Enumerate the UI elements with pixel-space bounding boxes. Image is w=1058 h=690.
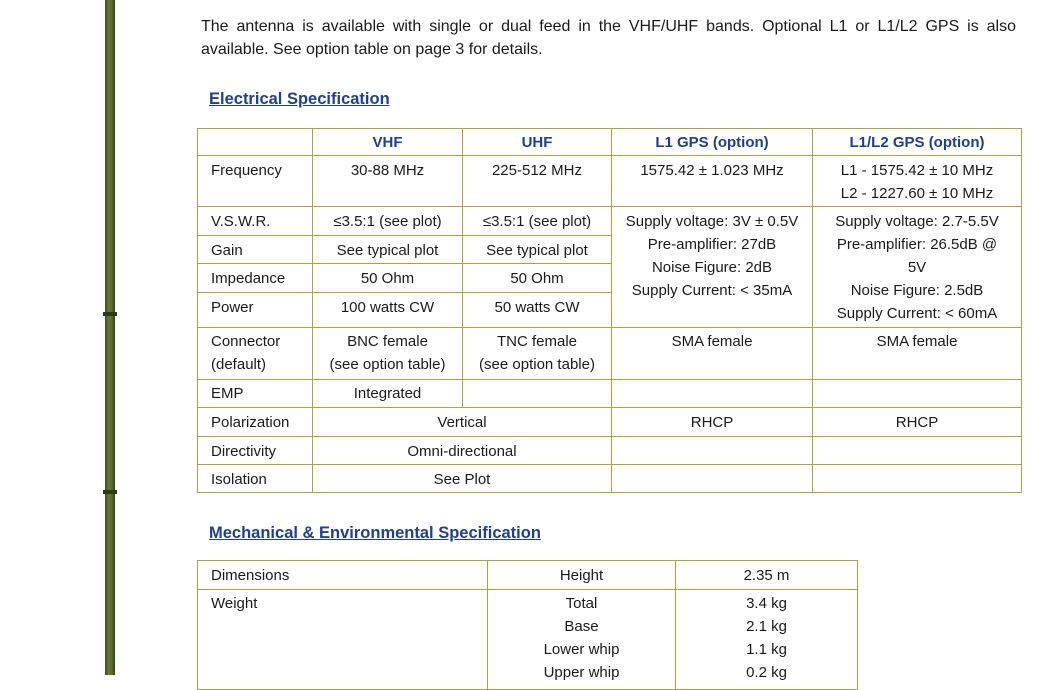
- frequency-uhf: 225-512 MHz: [463, 156, 612, 207]
- isolation-l1: [612, 465, 813, 493]
- header-uhf: UHF: [463, 129, 612, 156]
- connector-vhf-line: BNC female: [347, 333, 428, 350]
- mechanical-spec-title: Mechanical & Environmental Specification: [209, 524, 541, 542]
- l1l2-spec-line: Supply Current: < 60mA: [836, 305, 998, 322]
- frequency-l1l2: [813, 156, 1022, 207]
- polarization-label: Polarization: [198, 408, 313, 437]
- weight-value: 3.4 kg: [746, 595, 787, 612]
- emp-row: [198, 380, 1022, 408]
- header-l1-gps: L1 GPS (option): [612, 129, 813, 156]
- electrical-spec-table: [197, 128, 1022, 493]
- weight-param: Total: [565, 595, 598, 612]
- connector-vhf: [313, 328, 463, 380]
- directivity-l1l2: [813, 437, 1022, 465]
- l1-spec-line: Noise Figure: 2dB: [651, 259, 773, 276]
- vswr-label: V.S.W.R.: [198, 207, 313, 236]
- polarization-row: [198, 408, 1022, 437]
- connector-label-line: Connector: [211, 333, 281, 350]
- directivity-l1: [612, 437, 813, 465]
- isolation-label: Isolation: [198, 465, 313, 493]
- l1-gps-specs: [612, 207, 813, 328]
- emp-l1: [612, 380, 813, 408]
- header-l1l2-gps: L1/L2 GPS (option): [813, 129, 1022, 156]
- polarization-l1l2: RHCP: [813, 408, 1022, 437]
- antenna-joint: [103, 490, 117, 494]
- connector-l1: SMA female: [612, 328, 813, 380]
- antenna-joint: [103, 312, 117, 316]
- connector-row: [198, 328, 1022, 380]
- isolation-row: [198, 465, 1022, 493]
- impedance-label: Impedance: [198, 264, 313, 293]
- frequency-l1: 1575.42 ± 1.023 MHz: [612, 156, 813, 207]
- power-vhf: 100 watts CW: [313, 293, 463, 328]
- gain-label: Gain: [198, 236, 313, 264]
- directivity-label: Directivity: [198, 437, 313, 465]
- dimensions-param: Height: [488, 561, 676, 590]
- mechanical-spec-table: [197, 560, 858, 690]
- frequency-row: [198, 156, 1022, 207]
- weight-param: Lower whip: [543, 641, 620, 658]
- dimensions-value: 2.35 m: [676, 561, 858, 590]
- connector-label-line: (default): [211, 356, 267, 373]
- weight-value: 0.2 kg: [746, 664, 787, 681]
- table-header-row: [198, 129, 1022, 156]
- weight-param: Upper whip: [543, 664, 620, 681]
- isolation-l1l2: [813, 465, 1022, 493]
- weight-value: 2.1 kg: [746, 618, 787, 635]
- weight-value: 1.1 kg: [746, 641, 787, 658]
- gain-uhf: See typical plot: [463, 236, 612, 264]
- header-cell-empty: [198, 129, 313, 156]
- connector-uhf-line: TNC female: [496, 333, 578, 350]
- weight-label: Weight: [198, 590, 488, 690]
- connector-uhf: [463, 328, 612, 380]
- polarization-vhf-uhf: Vertical: [313, 408, 612, 437]
- connector-label: [198, 328, 313, 380]
- connector-uhf-line: (see option table): [479, 356, 595, 373]
- polarization-l1: RHCP: [612, 408, 813, 437]
- frequency-l1l2-line: L2 - 1227.60 ± 10 MHz: [840, 185, 994, 202]
- emp-l1l2: [813, 380, 1022, 408]
- l1l2-gps-specs: [813, 207, 1022, 328]
- emp-uhf: [463, 380, 612, 408]
- electrical-spec-title: Electrical Specification: [209, 90, 390, 108]
- vswr-vhf: ≤3.5:1 (see plot): [313, 207, 463, 236]
- antenna-photo: [105, 0, 115, 675]
- l1-spec-line: Supply Current: < 35mA: [631, 282, 793, 299]
- connector-l1l2: SMA female: [813, 328, 1022, 380]
- emp-label: EMP: [198, 380, 313, 408]
- frequency-l1l2-line: L1 - 1575.42 ± 10 MHz: [840, 162, 994, 179]
- vswr-row: [198, 207, 1022, 236]
- l1l2-spec-line: Supply voltage: 2.7-5.5V: [835, 213, 999, 230]
- dimensions-row: [198, 561, 858, 590]
- impedance-vhf: 50 Ohm: [313, 264, 463, 293]
- l1l2-spec-line: Pre-amplifier: 26.5dB @: [836, 236, 998, 253]
- impedance-uhf: 50 Ohm: [463, 264, 612, 293]
- l1l2-spec-line: Noise Figure: 2.5dB: [850, 282, 984, 299]
- header-vhf: VHF: [313, 129, 463, 156]
- weight-param: Base: [564, 618, 599, 635]
- power-uhf: 50 watts CW: [463, 293, 612, 328]
- dimensions-label: Dimensions: [198, 561, 488, 590]
- l1-spec-line: Supply voltage: 3V ± 0.5V: [625, 213, 799, 230]
- vswr-uhf: ≤3.5:1 (see plot): [463, 207, 612, 236]
- emp-vhf: Integrated: [313, 380, 463, 408]
- frequency-label: Frequency: [198, 156, 313, 207]
- l1l2-spec-line: 5V: [907, 259, 927, 276]
- directivity-vhf-uhf: Omni-directional: [313, 437, 612, 465]
- intro-paragraph: The antenna is available with single or dual feed in the VHF/UHF bands. Optional L1 or L1/L2 GPS is also available. See option table on page 3 for details.: [201, 18, 1016, 58]
- frequency-vhf: 30-88 MHz: [313, 156, 463, 207]
- power-label: Power: [198, 293, 313, 328]
- l1-spec-line: Pre-amplifier: 27dB: [647, 236, 777, 253]
- directivity-row: [198, 437, 1022, 465]
- isolation-vhf-uhf: See Plot: [313, 465, 612, 493]
- connector-vhf-line: (see option table): [329, 356, 446, 373]
- gain-vhf: See typical plot: [313, 236, 463, 264]
